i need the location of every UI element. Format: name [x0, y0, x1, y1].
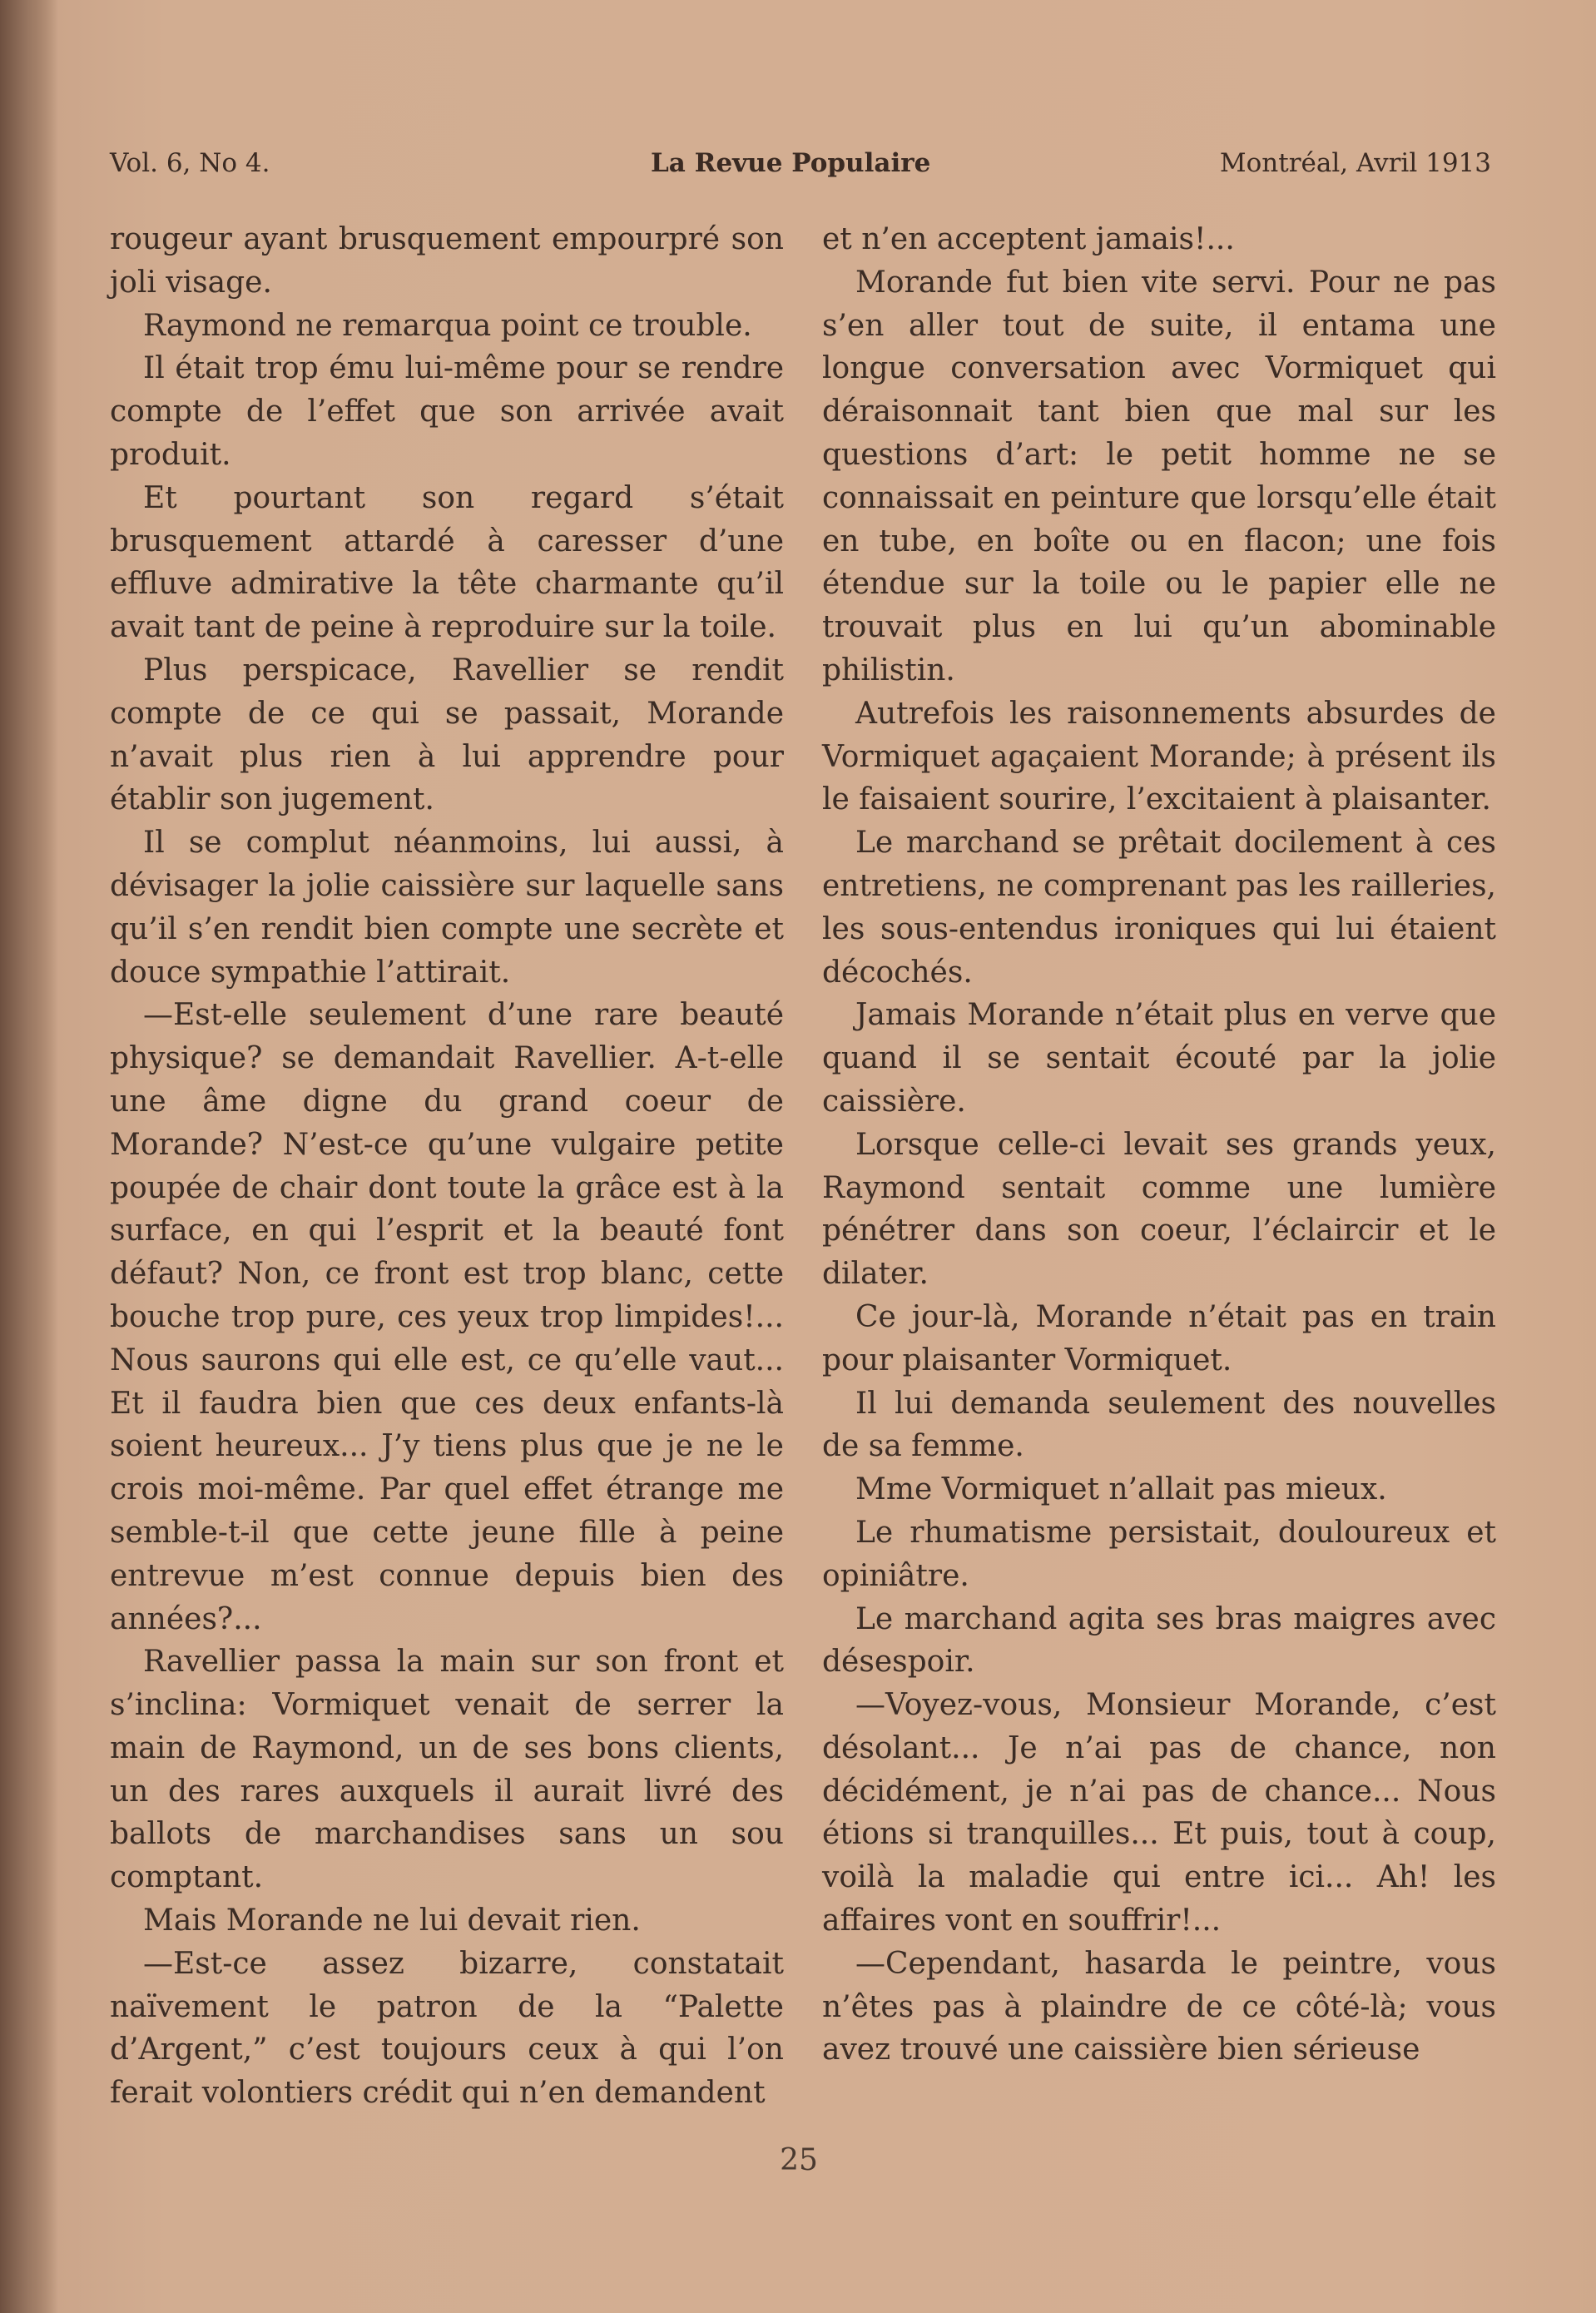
header-volume: Vol. 6, No 4.	[110, 148, 270, 178]
paragraph: Plus perspicace, Ravellier se rendit compte de ce qui se passait, Morande n’avait plus rien à lui apprendre pour établir son jugement.	[110, 653, 784, 817]
paragraph: Le marchand se prêtait docilement à ces entretiens, ne comprenant pas les railleries, les sous-entendus ironiques qui lui étaient décochés.	[822, 826, 1496, 990]
right-column	[822, 218, 1496, 2072]
paragraph: —Cependant, hasarda le peintre, vous n’êtes pas à plaindre de ce côté-là; vous avez trouvé une caissière bien sérieuse	[822, 1946, 1496, 2067]
paragraph: Autrefois les raisonnements absurdes de Vormiquet agaçaient Morande; à présent ils le faisaient sourire, l’excitaient à plaisanter.	[822, 696, 1496, 817]
paragraph: Ce jour-là, Morande n’était pas en train pour plaisanter Vormiquet.	[822, 1299, 1496, 1377]
paragraph: Et pourtant son regard s’était brusquement attardé à caresser d’une effluve admirative la tête charmante qu’il avait tant de peine à reproduire sur la toile.	[110, 480, 784, 645]
paragraph: Le marchand agita ses bras maigres avec désespoir.	[822, 1601, 1496, 1680]
paragraph: et n’en acceptent jamais!...	[822, 222, 1235, 256]
paragraph: Il se complut néanmoins, lui aussi, à dévisager la jolie caissière sur laquelle sans qu’il s’en rendit bien compte une secrète et douce sympathie l’attirait.	[110, 826, 784, 990]
paragraph: —Est-elle seulement d’une rare beauté physique? se demandait Ravellier. A-t-elle une âme digne du grand coeur de Morande? N’est-ce qu’une vulgaire petite poupée de chair dont toute la grâce est à la surface, en qui l’esprit et la beauté font défaut? Non, ce front est trop blanc, cette bouche trop pure, ces yeux trop limpides!... Nous saurons qui elle est, ce qu’elle vaut... Et il faudra bien que ces deux enfants-là soient heureux... J’y tiens plus que je ne le crois moi-même. Par quel effet étrange me semble-t-il que cette jeune fille à peine entrevue m’est connue depuis bien des années?...	[110, 998, 784, 1636]
paragraph: Lorsque celle-ci levait ses grands yeux, Raymond sentait comme une lumière pénétrer dans son coeur, l’éclaircir et le dilater.	[822, 1127, 1496, 1292]
left-column	[110, 218, 784, 2115]
paragraph: Le rhumatisme persistait, douloureux et opiniâtre.	[822, 1515, 1496, 1593]
paragraph: Jamais Morande n’était plus en verve que quand il se sentait écouté par la jolie caissière.	[822, 998, 1496, 1119]
paragraph: Mme Vormiquet n’allait pas mieux.	[855, 1472, 1387, 1507]
header-title: La Revue Populaire	[651, 148, 931, 178]
book-binding-shadow	[0, 0, 58, 2313]
paragraph: Mais Morande ne lui devait rien.	[143, 1904, 641, 1938]
running-header	[110, 148, 1491, 190]
paragraph: —Est-ce assez bizarre, constatait naïvement le patron de la “Palette d’Argent,” c’est toujours ceux à qui l’on ferait volontiers crédit qui n’en demandent	[110, 1946, 784, 2111]
paragraph: Raymond ne remarqua point ce trouble.	[143, 308, 752, 343]
page-number: 25	[780, 2143, 818, 2177]
header-place-date: Montréal, Avril 1913	[1219, 148, 1491, 178]
paragraph: Ravellier passa la main sur son front et s’inclina: Vormiquet venait de serrer la main de Raymond, un de ses bons clients, un des rares auxquels il aurait livré des ballots de marchandises sans un sou comptant.	[110, 1645, 784, 1895]
paragraph: Morande fut bien vite servi. Pour ne pas s’en aller tout de suite, il entama une longue conversation avec Vormiquet qui déraisonnait tant bien que mal sur les questions d’art: le petit homme ne se connaissait en peinture que lorsqu’elle était en tube, en boîte ou en flacon; une fois étendue sur la toile ou le papier elle ne trouvait plus en lui qu’un abominable philistin.	[822, 265, 1496, 687]
paragraph: Il était trop ému lui-même pour se rendre compte de l’effet que son arrivée avait produit.	[110, 351, 784, 472]
paragraph: —Voyez-vous, Monsieur Morande, c’est désolant... Je n’ai pas de chance, non décidément, je n’ai pas de chance... Nous étions si tranquilles... Et puis, tout à coup, voilà la maladie qui entre ici... Ah! les affaires vont en souffrir!...	[822, 1688, 1496, 1938]
paragraph: rougeur ayant brusquement empourpré son joli visage.	[110, 222, 784, 300]
paragraph: Il lui demanda seulement des nouvelles de sa femme.	[822, 1386, 1496, 1464]
